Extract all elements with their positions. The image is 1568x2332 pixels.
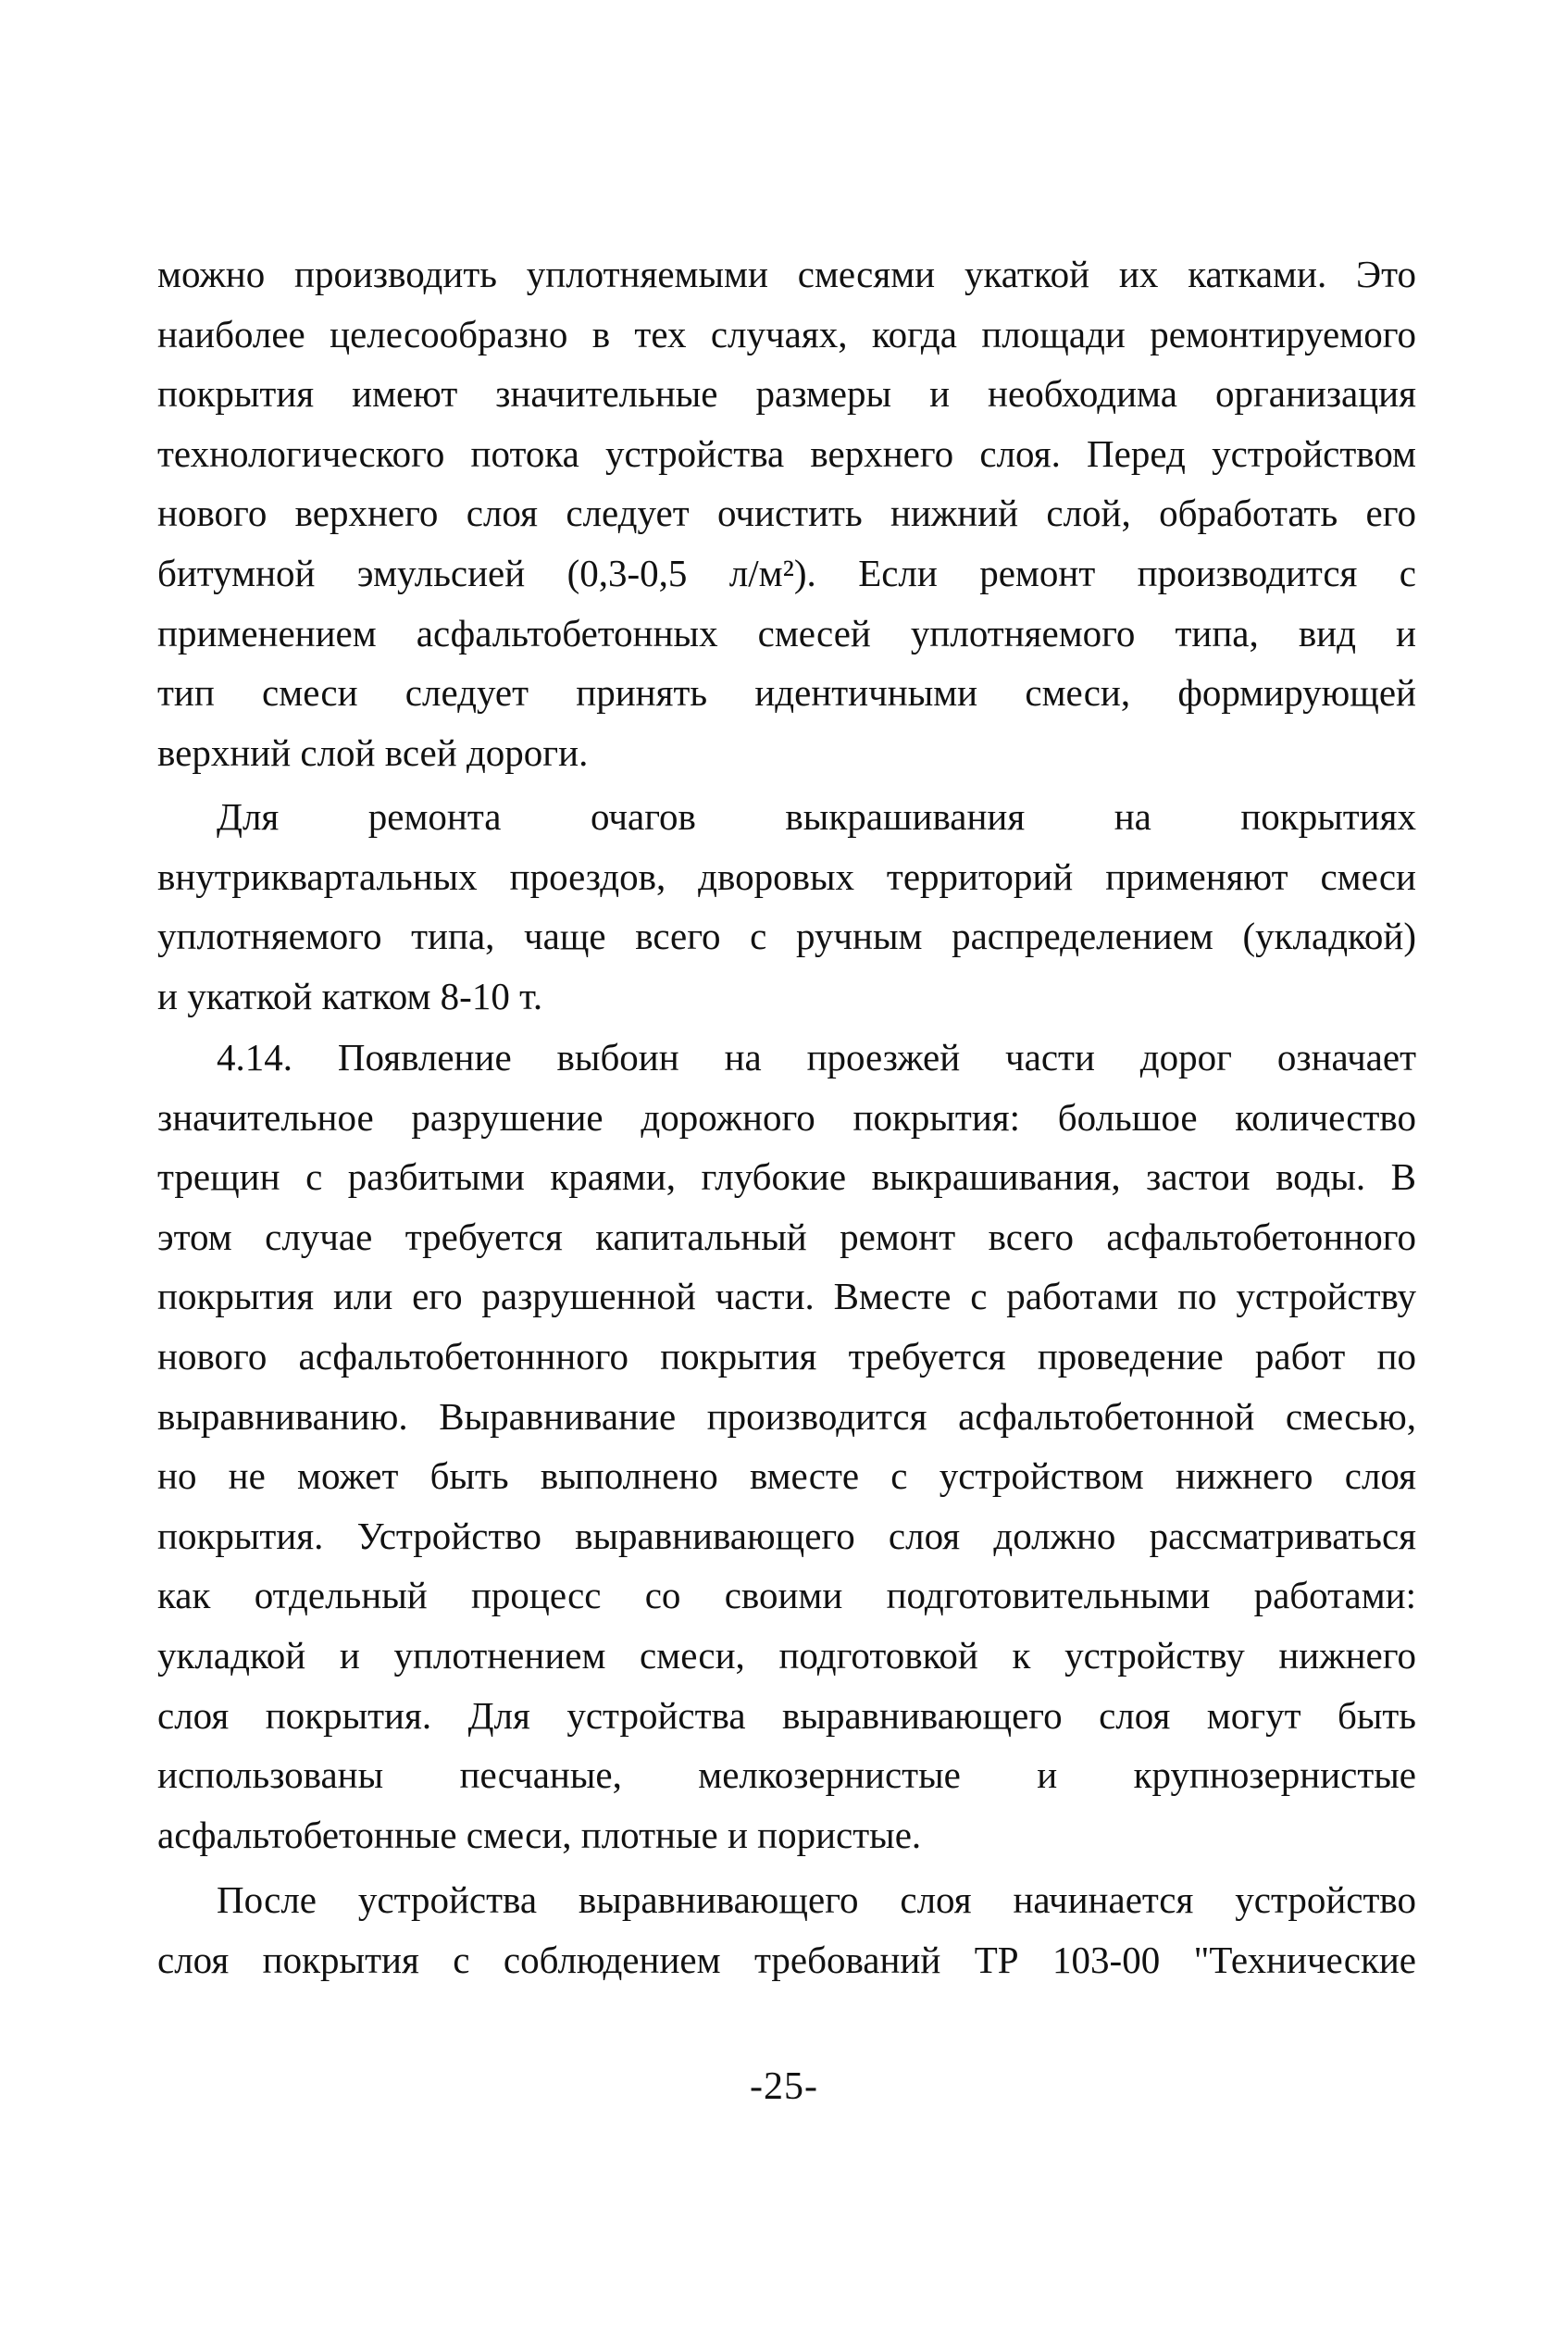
text-line: покрытия или его разрушенной части. Вместе с работами по устройству — [157, 1275, 1416, 1318]
text-line: выравниванию. Выравнивание производится асфальтобетонной смесью, — [157, 1394, 1416, 1438]
paragraph-4 — [157, 1870, 1416, 1989]
text-line: но не может быть выполнено вместе с устройством нижнего слоя — [157, 1454, 1416, 1498]
text-line: покрытия имеют значительные размеры и необходима организация — [157, 372, 1416, 416]
text-line: покрытия. Устройство выравнивающего слоя должно рассматриваться — [157, 1514, 1416, 1557]
paragraph-3 — [157, 1028, 1416, 1864]
text-line: слоя покрытия. Для устройства выравнивающего слоя могут быть — [157, 1693, 1416, 1737]
paragraph-1 — [157, 244, 1416, 782]
paragraph-2 — [157, 787, 1416, 1026]
text-line: уплотняемого типа, чаще всего с ручным распределением (укладкой) — [157, 915, 1416, 958]
text-line: асфальтобетонные смеси, плотные и пористые. — [157, 1813, 922, 1856]
text-line: Для ремонта очагов выкрашивания на покрытиях — [217, 795, 1416, 838]
text-line: трещин с разбитыми краями, глубокие выкрашивания, застои воды. В — [157, 1155, 1416, 1199]
text-line: нового асфальтобетоннного покрытия требуется проведение работ по — [157, 1334, 1416, 1378]
text-line: укладкой и уплотнением смеси, подготовкой к устройству нижнего — [157, 1633, 1416, 1677]
page-number: -25- — [750, 2065, 818, 2108]
text-line: слоя покрытия с соблюдением требований ТР 103-00 "Технические — [157, 1938, 1416, 1981]
text-line: технологического потока устройства верхнего слоя. Перед устройством — [157, 431, 1416, 475]
text-line: значительное разрушение дорожного покрытия: большое количество — [157, 1095, 1416, 1139]
text-line: можно производить уплотняемыми смесями укаткой их катками. Это — [157, 253, 1416, 295]
text-line: тип смеси следует принять идентичными смеси, формирующей — [157, 671, 1416, 715]
text-line: использованы песчаные, мелкозернистые и крупнозернистые — [157, 1753, 1416, 1797]
text-line: внутриквартальных проездов, дворовых территорий применяют смеси — [157, 854, 1416, 898]
text-line: этом случае требуется капитальный ремонт всего асфальтобетонного — [157, 1215, 1416, 1258]
text-line: верхний слой всей дороги. — [157, 730, 589, 774]
text-line: как отдельный процесс со своими подготовительными работами: — [157, 1574, 1416, 1617]
text-line: 4.14. Появление выбоин на проезжей части дорог означает — [217, 1036, 1416, 1079]
text-line: применением асфальтобетонных смесей уплотняемого типа, вид и — [157, 611, 1416, 655]
text-line: наиболее целесообразно в тех случаях, когда площади ремонтируемого — [157, 312, 1416, 355]
text-line: и укаткой катком 8-10 т. — [157, 974, 543, 1017]
text-line: битумной эмульсией (0,3-0,5 л/м²). Если ремонт производится с — [157, 551, 1416, 594]
text-line: нового верхнего слоя следует очистить нижний слой, обработать его — [157, 492, 1416, 535]
text-line: После устройства выравнивающего слоя начинается устройство — [217, 1878, 1416, 1921]
